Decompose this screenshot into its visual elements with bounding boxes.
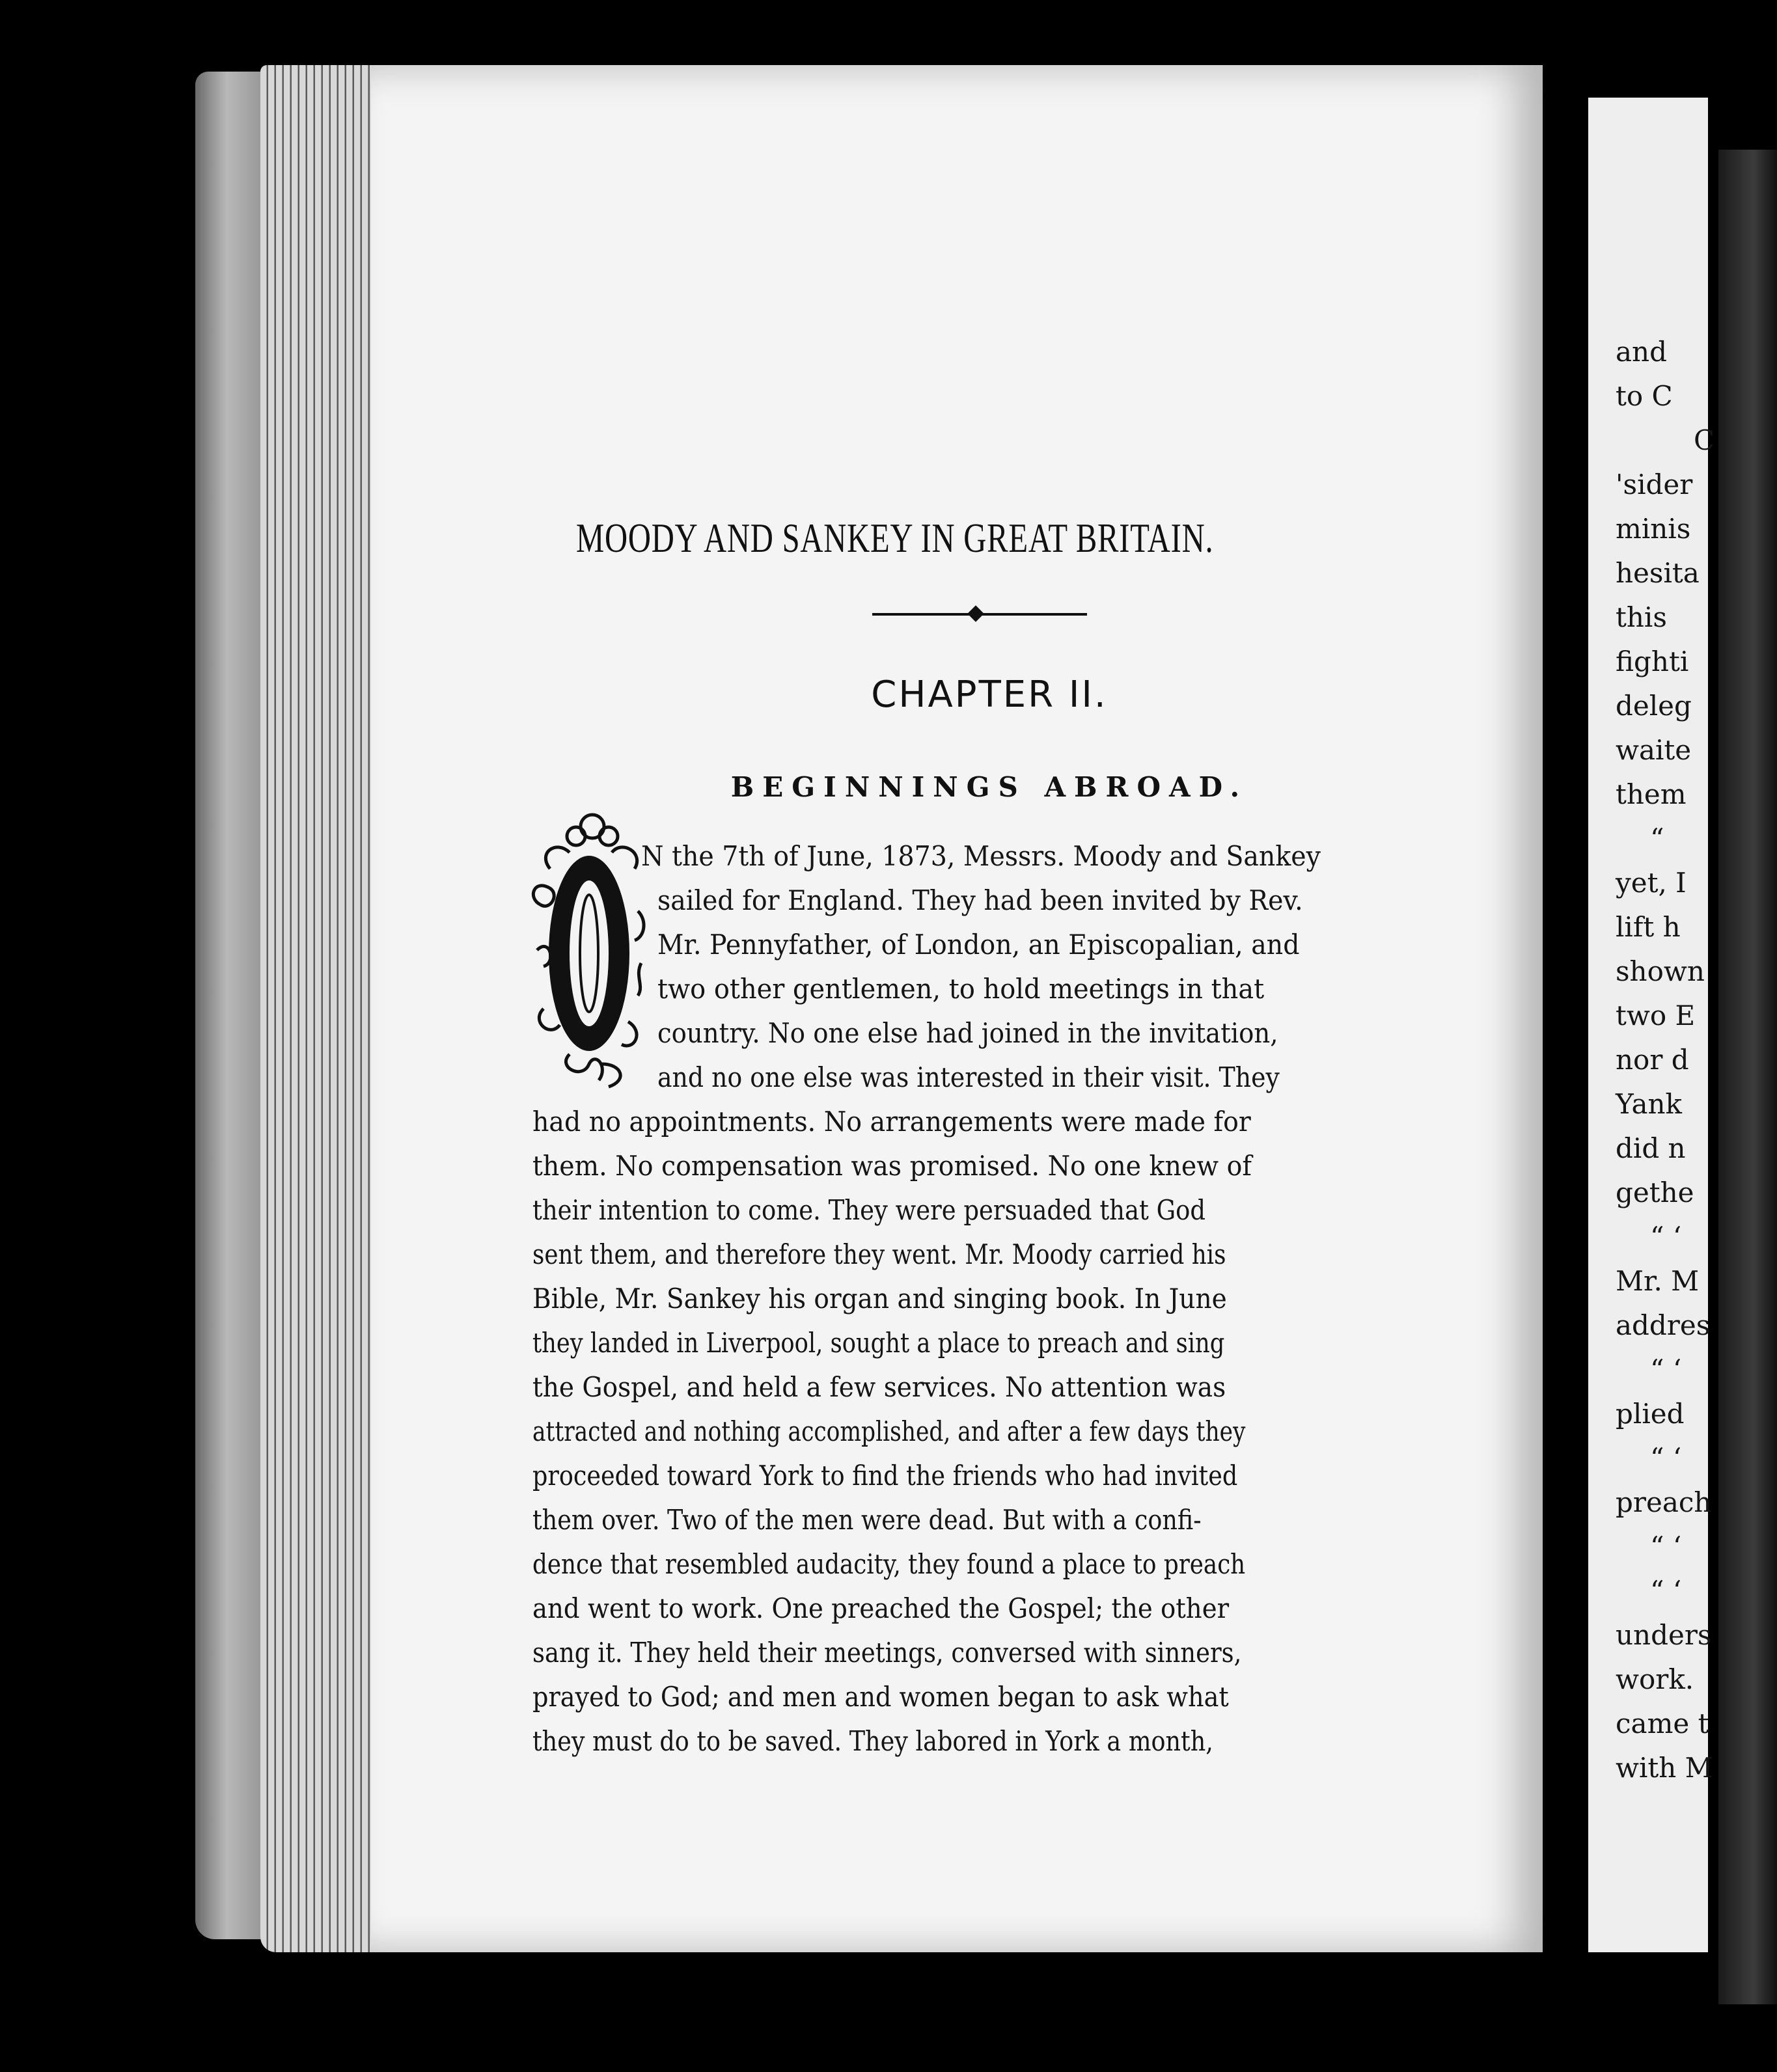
body-line: the Gospel, and held a few services. No attention was [532, 1371, 1226, 1403]
facing-line: “ ‘ [1650, 1354, 1682, 1385]
facing-line: “ ‘ [1650, 1221, 1682, 1253]
running-title: MOODY AND SANKEY IN GREAT BRITAIN. [576, 515, 1214, 561]
body-line: prayed to God; and men and women began to ask what [532, 1681, 1229, 1713]
facing-line: nor d [1616, 1044, 1689, 1076]
facing-page-fragment [1588, 98, 1715, 1952]
body-line: sang it. They held their meetings, conversed with sinners, [532, 1637, 1242, 1669]
facing-line: “ ‘ [1650, 1531, 1682, 1562]
chapter-number: CHAPTER II. [871, 674, 1108, 716]
facing-line: gethe [1616, 1177, 1694, 1208]
facing-line: unders [1616, 1619, 1712, 1651]
body-line: sent them, and therefore they went. Mr. Moody carried his [532, 1238, 1226, 1270]
page-edges [260, 65, 371, 1952]
facing-line: hesita [1616, 557, 1700, 589]
body-line: Bible, Mr. Sankey his organ and singing book. In June [532, 1283, 1227, 1315]
facing-line: Mr. M [1616, 1265, 1700, 1297]
facing-line: came t [1616, 1708, 1709, 1739]
facing-line: to C [1616, 380, 1673, 412]
body-line: proceeded toward York to find the friends who had invited [532, 1460, 1238, 1492]
body-line: attracted and nothing accomplished, and after a few days they [532, 1415, 1246, 1447]
body-line: and no one else was interested in their visit. They [657, 1061, 1280, 1093]
facing-line: with M [1616, 1752, 1713, 1784]
facing-line: shown [1616, 955, 1705, 987]
body-line: them over. Two of the men were dead. But with a confi- [532, 1504, 1202, 1536]
facing-line: work. [1616, 1663, 1694, 1695]
facing-line: lift h [1616, 911, 1681, 943]
body-line: had no appointments. No arrangements were made for [532, 1106, 1251, 1138]
facing-line: preach [1616, 1486, 1712, 1518]
facing-line: addres [1616, 1309, 1711, 1341]
facing-line: 'sider [1616, 469, 1693, 500]
facing-line: waite [1616, 734, 1692, 766]
facing-line: and [1616, 336, 1667, 368]
facing-line: did n [1616, 1132, 1686, 1164]
facing-line: plied [1616, 1398, 1685, 1430]
ornamental-drop-cap-o [530, 807, 648, 1093]
body-line: they landed in Liverpool, sought a place to preach and sing [532, 1327, 1225, 1359]
body-line: sailed for England. They had been invited by Rev. [657, 884, 1303, 916]
facing-line: Yank [1616, 1088, 1683, 1120]
chapter-title: BEGINNINGS ABROAD. [730, 771, 1248, 803]
body-line: they must do to be saved. They labored in York a month, [532, 1725, 1213, 1757]
body-line: dence that resembled audacity, they found a place to preach [532, 1548, 1246, 1580]
facing-line: yet, I [1616, 867, 1687, 899]
body-line: country. No one else had joined in the invitation, [657, 1017, 1278, 1049]
facing-line: “ [1650, 823, 1664, 854]
facing-line: minis [1616, 513, 1691, 545]
body-line: N the 7th of June, 1873, Messrs. Moody and Sankey [641, 840, 1321, 872]
body-line: two other gentlemen, to hold meetings in that [657, 973, 1265, 1005]
body-line: their intention to come. They were persuaded that God [532, 1194, 1206, 1226]
facing-line: fighti [1616, 646, 1689, 677]
facing-line: “ ‘ [1650, 1442, 1682, 1474]
body-line: them. No compensation was promised. No one knew of [532, 1150, 1252, 1182]
body-line: and went to work. One preached the Gospel; the other [532, 1592, 1230, 1624]
facing-line: them [1616, 778, 1687, 810]
facing-line: this [1616, 601, 1667, 633]
book-gutter [1718, 150, 1777, 2004]
facing-line: C [1694, 424, 1715, 456]
facing-line: “ ‘ [1650, 1575, 1682, 1607]
body-line: Mr. Pennyfather, of London, an Episcopalian, and [657, 929, 1300, 961]
facing-line: deleg [1616, 690, 1692, 722]
facing-line: two E [1616, 1000, 1696, 1031]
